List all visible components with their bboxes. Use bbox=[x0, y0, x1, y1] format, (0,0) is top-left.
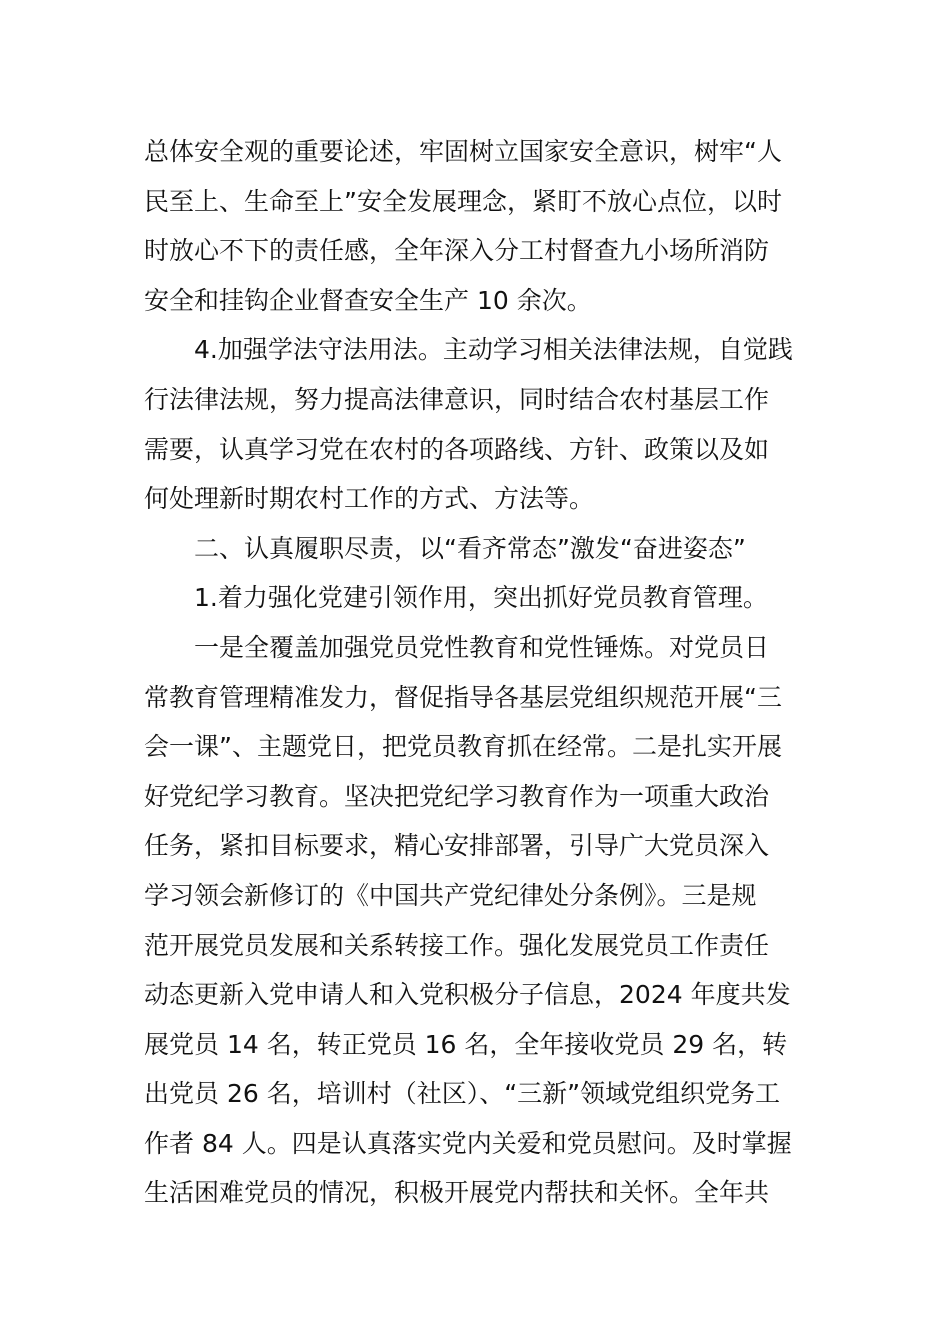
text-line: 常教育管理精准发力，督促指导各基层党组织规范开展“三 bbox=[144, 682, 782, 712]
paragraph-law-study bbox=[144, 325, 808, 523]
text-line: 行法律法规，努力提高法律意识，同时结合农村基层工作 bbox=[144, 384, 770, 414]
text-line: 二、认真履职尽责，以“看齐常态”激发“奋进姿态” bbox=[194, 533, 746, 563]
text-line: 学习领会新修订的《中国共产党纪律处分条例》。三是规 bbox=[144, 880, 757, 910]
text-line: 动态更新入党申请人和入党积极分子信息，2024 年度共发 bbox=[144, 980, 791, 1010]
paragraph-security-awareness bbox=[144, 127, 808, 325]
text-line: 生活困难党员的情况，积极开展党内帮扶和关怀。全年共 bbox=[144, 1178, 770, 1208]
text-line: 展党员 14 名，转正党员 16 名，全年接收党员 29 名，转 bbox=[144, 1029, 788, 1059]
text-line: 好党纪学习教育。坚决把党纪学习教育作为一项重大政治 bbox=[144, 781, 770, 811]
text-line: 何处理新时期农村工作的方式、方法等。 bbox=[144, 484, 595, 514]
text-line: 作者 84 人。四是认真落实党内关爱和党员慰问。及时掌握 bbox=[144, 1128, 792, 1158]
text-line: 一是全覆盖加强党员党性教育和党性锤炼。对党员日 bbox=[194, 632, 770, 662]
text-line: 1.着力强化党建引领作用，突出抓好党员教育管理。 bbox=[194, 583, 768, 613]
text-line: 时放心不下的责任感，全年深入分工村督查九小场所消防 bbox=[144, 236, 770, 266]
paragraph-party-education bbox=[144, 623, 808, 1218]
text-line: 范开展党员发展和关系转接工作。强化发展党员工作责任 bbox=[144, 930, 770, 960]
section-heading-2 bbox=[144, 524, 808, 574]
text-line: 会一课”、主题党日，把党员教育抓在经常。二是扎实开展 bbox=[144, 732, 782, 762]
document-body bbox=[144, 127, 808, 1218]
text-line: 任务，紧扣目标要求，精心安排部署，引导广大党员深入 bbox=[144, 831, 770, 861]
text-line: 需要，认真学习党在农村的各项路线、方针、政策以及如 bbox=[144, 434, 770, 464]
text-line: 民至上、生命至上”安全发展理念，紧盯不放心点位，以时 bbox=[144, 186, 782, 216]
text-line: 总体安全观的重要论述，牢固树立国家安全意识，树牢“人 bbox=[144, 137, 782, 166]
text-line: 安全和挂钩企业督查安全生产 10 余次。 bbox=[144, 285, 592, 315]
text-line: 4.加强学法守法用法。主动学习相关法律法规，自觉践 bbox=[194, 335, 793, 365]
subsection-heading-1 bbox=[144, 573, 808, 623]
text-line: 出党员 26 名，培训村（社区）、“三新”领域党组织党务工 bbox=[144, 1079, 781, 1109]
